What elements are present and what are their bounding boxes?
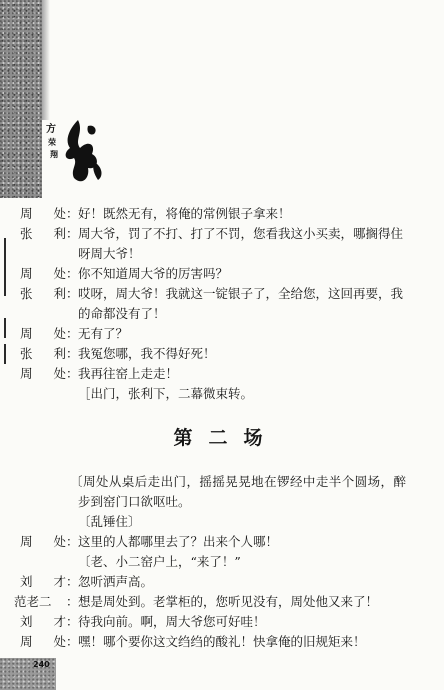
speaker-colon: ： xyxy=(66,634,79,649)
speaker-name: 刘 才 xyxy=(20,614,66,629)
speech-text: 哎呀，周大爷！我就这一锭银子了，全给您，这回再要，我 xyxy=(78,286,404,301)
speaker-colon: ： xyxy=(66,286,79,301)
stage-direction: ［出门，张利下，二幕微束转。 xyxy=(78,386,254,401)
speech-text: 忽听洒声高。 xyxy=(78,574,154,589)
speech-text: 你不知道周大爷的厉害吗？ xyxy=(78,266,229,281)
speech-text: 好！既然无有，将俺的常例银子拿来！ xyxy=(78,206,291,221)
speaker-name: 周 处 xyxy=(20,266,66,281)
speech-text: 想是周处到。老掌柜的，您听见没有，周处他又来了！ xyxy=(78,594,379,609)
dialogue-line xyxy=(0,592,444,612)
scan-shade-fade xyxy=(42,0,50,120)
page-number: 240 xyxy=(33,660,50,669)
scene-title: 第二场 xyxy=(173,427,279,449)
dialogue-line xyxy=(0,224,444,244)
series-logo-text xyxy=(46,124,58,160)
speaker-colon: ： xyxy=(66,366,79,381)
dialogue-line xyxy=(0,364,444,384)
dialogue-line xyxy=(0,532,444,552)
speaker-colon: ： xyxy=(66,534,79,549)
dialogue-line xyxy=(0,344,444,364)
speaker-name: 周 处 xyxy=(20,634,66,649)
speaker-name: 周 处 xyxy=(20,326,66,341)
speech-text: 待我向前。啊，周大爷您可好哇！ xyxy=(78,614,266,629)
speaker-colon: ： xyxy=(66,594,79,609)
scene-intro-line: 步到窑门口欲呕吐。 xyxy=(78,494,191,509)
logo-char-1: 方 xyxy=(46,124,56,135)
speaker-name: 刘 才 xyxy=(20,574,66,589)
speaker-name: 周 处 xyxy=(20,206,66,221)
dialogue-continuation xyxy=(0,304,444,324)
speaker-name: 张 利 xyxy=(20,226,66,241)
scan-shade-band xyxy=(0,0,42,198)
speaker-name: 张 利 xyxy=(20,346,66,361)
speech-text: 呀周大爷！ xyxy=(78,246,141,261)
speaker-name: 周 处 xyxy=(20,366,66,381)
dialogue-line xyxy=(0,324,444,344)
speech-text: 我冤您哪，我不得好死！ xyxy=(78,346,216,361)
dialogue-line xyxy=(0,264,444,284)
speaker-name: 周 处 xyxy=(20,534,66,549)
speaker-colon: ： xyxy=(66,346,79,361)
logo-char-2: 荣 xyxy=(48,137,56,147)
speech-text: 的命都没有了！ xyxy=(78,306,166,321)
speaker-colon: ： xyxy=(66,614,79,629)
speech-text: 这里的人都哪里去了？出来个人哪！ xyxy=(78,534,279,549)
speaker-name: 范老二 xyxy=(14,594,52,609)
speaker-colon: ： xyxy=(66,206,79,221)
stage-direction: 〔乱锤住〕 xyxy=(78,514,141,529)
stage-direction: 〔老、小二窑户上，“来了！” xyxy=(78,554,241,569)
dialogue-line xyxy=(0,204,444,224)
dialogue-line xyxy=(0,632,444,652)
scene-intro-line: 〔周处从桌后走出门，摇摇晃晃地在锣经中走半个圆场，醉 xyxy=(70,474,406,489)
dialogue-line xyxy=(0,284,444,304)
speech-text: 嘿！哪个要你这文绉绉的酸礼！快拿俺的旧规矩来！ xyxy=(78,634,366,649)
speaker-name: 张 利 xyxy=(20,286,66,301)
logo-char-3: 翔 xyxy=(50,149,58,159)
speaker-colon: ： xyxy=(66,226,79,241)
speaker-colon: ： xyxy=(66,326,79,341)
dialogue-continuation xyxy=(0,244,444,264)
speech-text: 周大爷，罚了不打、打了不罚，您看我这小买卖，哪搁得住 xyxy=(78,226,404,241)
dialogue-line xyxy=(0,572,444,592)
speech-text: 无有了？ xyxy=(78,326,129,341)
dialogue-line xyxy=(0,612,444,632)
speech-text: 我再往窑上走走！ xyxy=(78,366,179,381)
speaker-colon: ： xyxy=(66,574,79,589)
speaker-colon: ： xyxy=(66,266,79,281)
